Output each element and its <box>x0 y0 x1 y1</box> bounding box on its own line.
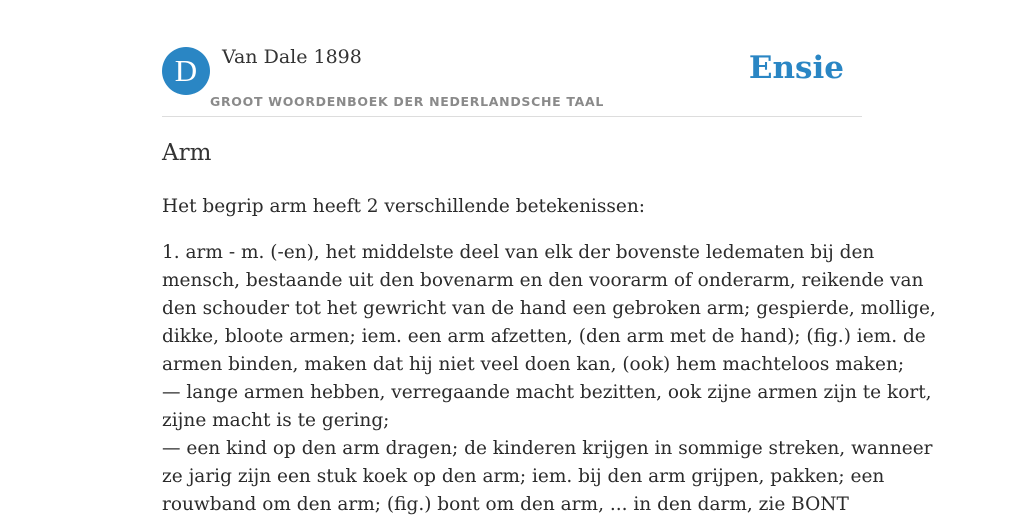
definition-line: armen binden, maken dat hij niet veel doen kan, (ook) hem machteloos maken; <box>162 354 905 375</box>
ensie-brand-link[interactable]: Ensie <box>748 50 844 86</box>
definition-line: zijne macht is te gering; <box>162 410 390 431</box>
site-header <box>162 0 862 117</box>
definition-line: den schouder tot het gewricht van de hand een gebroken arm; gespierde, mollige, <box>162 298 936 319</box>
definition-text <box>162 239 936 519</box>
definition-line: rouwband om den arm; (fig.) bont om den arm, ... in den darm, zie BONT <box>162 494 849 515</box>
site-title[interactable]: Van Dale 1898 <box>222 46 362 68</box>
dictionary-logo-icon[interactable]: D <box>162 47 210 95</box>
entry-title: Arm <box>162 140 212 166</box>
site-subtitle: GROOT WOORDENBOEK DER NEDERLANDSCHE TAAL <box>210 94 605 109</box>
definition-line: — lange armen hebben, verregaande macht bezitten, ook zijne armen zijn te kort, <box>162 382 932 403</box>
definition-line: ze jarig zijn een stuk koek op den arm; iem. bij den arm grijpen, pakken; een <box>162 466 885 487</box>
definition-line: mensch, bestaande uit den bovenarm en den voorarm of onderarm, reikende van <box>162 270 924 291</box>
definition-line: dikke, bloote armen; iem. een arm afzetten, (den arm met de hand); (fig.) iem. de <box>162 326 926 347</box>
definition-line: 1. arm - m. (-en), het middelste deel van elk der bovenste ledematen bij den <box>162 242 875 263</box>
definition-line: — een kind op den arm dragen; de kinderen krijgen in sommige streken, wanneer <box>162 438 933 459</box>
page-container <box>162 0 936 515</box>
entry-intro: Het begrip arm heeft 2 verschillende betekenissen: <box>162 196 645 217</box>
